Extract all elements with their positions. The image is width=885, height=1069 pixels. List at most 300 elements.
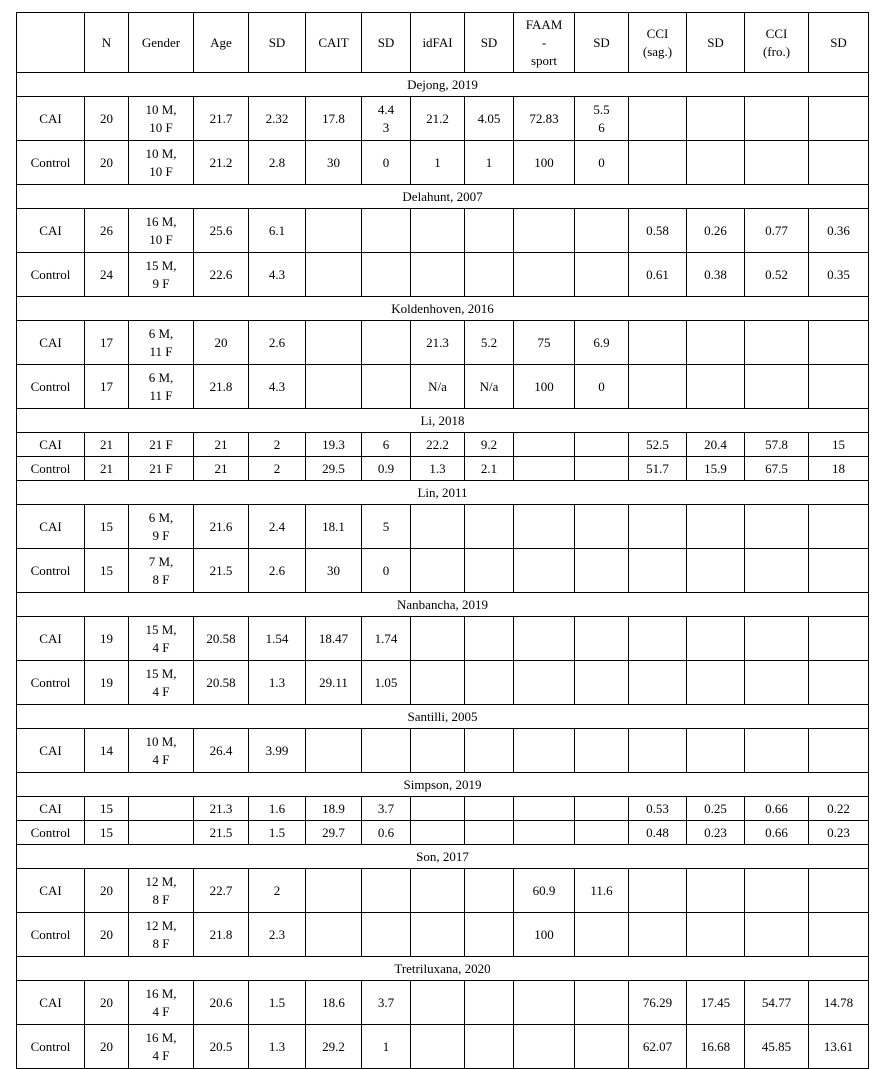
table-cell: 15 (85, 505, 129, 549)
row-label: CAI (17, 505, 85, 549)
table-cell: 76.29 (629, 981, 687, 1025)
table-cell: 21 (194, 433, 249, 457)
table-cell (514, 617, 575, 661)
table-cell: 0.77 (745, 209, 809, 253)
table-cell: 0.66 (745, 821, 809, 845)
table-cell (575, 913, 629, 957)
table-cell: 20.58 (194, 661, 249, 705)
header-cell: FAAM - sport (514, 13, 575, 73)
table-cell: 4.05 (465, 97, 514, 141)
table-row (17, 661, 869, 705)
study-title: Santilli, 2005 (17, 705, 869, 729)
table-cell (465, 505, 514, 549)
study-group-row (17, 185, 869, 209)
header-cell: SD (687, 13, 745, 73)
table-cell: 1.5 (249, 821, 306, 845)
table-cell: 6 M, 9 F (129, 505, 194, 549)
table-cell: 18.9 (306, 797, 362, 821)
table-cell: 1.54 (249, 617, 306, 661)
table-cell: 30 (306, 549, 362, 593)
table-cell: 3.7 (362, 981, 411, 1025)
table-cell (809, 661, 869, 705)
table-cell: 0.36 (809, 209, 869, 253)
table-cell: 25.6 (194, 209, 249, 253)
row-label: CAI (17, 321, 85, 365)
table-cell: 2.32 (249, 97, 306, 141)
table-cell: 17 (85, 321, 129, 365)
table-cell: 20 (85, 869, 129, 913)
table-row (17, 869, 869, 913)
study-title: Delahunt, 2007 (17, 185, 869, 209)
table-cell: 15.9 (687, 457, 745, 481)
study-title: Dejong, 2019 (17, 73, 869, 97)
table-cell (514, 1025, 575, 1069)
table-cell: 6.9 (575, 321, 629, 365)
table-row (17, 321, 869, 365)
table-cell (306, 253, 362, 297)
table-cell: 1 (465, 141, 514, 185)
table-cell (629, 97, 687, 141)
table-cell (514, 797, 575, 821)
table-cell (575, 549, 629, 593)
table-cell (809, 505, 869, 549)
table-cell: 20.6 (194, 981, 249, 1025)
table-cell (745, 141, 809, 185)
table-cell: 0.58 (629, 209, 687, 253)
table-cell (809, 913, 869, 957)
header-cell: Age (194, 13, 249, 73)
table-cell: 1.3 (249, 1025, 306, 1069)
table-cell: 30 (306, 141, 362, 185)
study-group-row (17, 481, 869, 505)
table-cell (809, 97, 869, 141)
table-cell: 10 M, 4 F (129, 729, 194, 773)
table-cell (629, 549, 687, 593)
table-cell: 21 F (129, 433, 194, 457)
table-cell: 4.3 (249, 365, 306, 409)
table-cell (745, 365, 809, 409)
study-title: Son, 2017 (17, 845, 869, 869)
table-cell: 21 F (129, 457, 194, 481)
table-cell (465, 209, 514, 253)
table-cell (362, 321, 411, 365)
table-body (17, 73, 869, 1069)
table-cell: 12 M, 8 F (129, 869, 194, 913)
table-row (17, 821, 869, 845)
table-cell: 2 (249, 433, 306, 457)
table-cell: 51.7 (629, 457, 687, 481)
table-cell: 22.2 (411, 433, 465, 457)
table-cell (465, 797, 514, 821)
table-cell: 2 (249, 869, 306, 913)
table-cell: 4.3 (249, 253, 306, 297)
table-cell (411, 797, 465, 821)
table-cell: 2 (249, 457, 306, 481)
table-cell (465, 1025, 514, 1069)
table-cell: 12 M, 8 F (129, 913, 194, 957)
table-cell: 2.3 (249, 913, 306, 957)
study-group-row (17, 845, 869, 869)
table-row (17, 549, 869, 593)
table-cell: 0.52 (745, 253, 809, 297)
table-cell: 29.11 (306, 661, 362, 705)
table-cell: 3.7 (362, 797, 411, 821)
table-cell: 52.5 (629, 433, 687, 457)
table-cell: 57.8 (745, 433, 809, 457)
table-cell: 6 M, 11 F (129, 365, 194, 409)
table-cell: 100 (514, 141, 575, 185)
table-cell (745, 321, 809, 365)
header-cell: CAIT (306, 13, 362, 73)
table-row (17, 365, 869, 409)
study-group-row (17, 705, 869, 729)
table-cell (411, 549, 465, 593)
table-cell: 4.4 3 (362, 97, 411, 141)
table-cell (687, 661, 745, 705)
table-cell (465, 869, 514, 913)
table-cell: 67.5 (745, 457, 809, 481)
row-label: Control (17, 253, 85, 297)
table-cell (465, 549, 514, 593)
table-cell: 20 (85, 97, 129, 141)
table-cell: 75 (514, 321, 575, 365)
study-group-row (17, 593, 869, 617)
table-cell: 2.4 (249, 505, 306, 549)
table-cell (465, 253, 514, 297)
table-cell (411, 913, 465, 957)
table-cell: 100 (514, 365, 575, 409)
table-cell (306, 869, 362, 913)
table-cell (411, 1025, 465, 1069)
study-group-row (17, 73, 869, 97)
table-cell (411, 505, 465, 549)
table-cell: 5 (362, 505, 411, 549)
table-cell (687, 729, 745, 773)
table-cell: 21.8 (194, 913, 249, 957)
table-cell: 0 (362, 141, 411, 185)
table-cell: 2.8 (249, 141, 306, 185)
study-title: Li, 2018 (17, 409, 869, 433)
row-label: CAI (17, 729, 85, 773)
table-cell: 20 (85, 1025, 129, 1069)
table-cell: 0.6 (362, 821, 411, 845)
table-cell (629, 321, 687, 365)
table-cell (411, 617, 465, 661)
table-cell (465, 821, 514, 845)
header-row (17, 13, 869, 73)
table-cell: 6 (362, 433, 411, 457)
table-cell: 21.5 (194, 821, 249, 845)
table-cell: 19.3 (306, 433, 362, 457)
table-cell: 0.61 (629, 253, 687, 297)
table-cell: 0.66 (745, 797, 809, 821)
table-cell (687, 141, 745, 185)
table-cell: 0.23 (809, 821, 869, 845)
table-cell: 0.38 (687, 253, 745, 297)
header-cell: CCI (sag.) (629, 13, 687, 73)
header-cell: N (85, 13, 129, 73)
table-cell: 10 M, 10 F (129, 97, 194, 141)
table-cell (629, 913, 687, 957)
table-cell (809, 729, 869, 773)
table-cell: 15 M, 9 F (129, 253, 194, 297)
row-label: CAI (17, 433, 85, 457)
table-cell (514, 253, 575, 297)
table-cell (306, 321, 362, 365)
table-cell (745, 505, 809, 549)
table-cell: 20.58 (194, 617, 249, 661)
table-cell (514, 433, 575, 457)
table-cell (687, 869, 745, 913)
header-cell: idFAI (411, 13, 465, 73)
table-cell: 21.2 (411, 97, 465, 141)
table-cell (465, 729, 514, 773)
study-characteristics-table (16, 12, 869, 1069)
table-cell (809, 617, 869, 661)
table-cell: 1.05 (362, 661, 411, 705)
table-cell (411, 869, 465, 913)
study-group-row (17, 409, 869, 433)
table-row (17, 457, 869, 481)
table-cell (306, 729, 362, 773)
study-title: Nanbancha, 2019 (17, 593, 869, 617)
table-cell: 1.5 (249, 981, 306, 1025)
table-cell: 5.5 6 (575, 97, 629, 141)
study-group-row (17, 957, 869, 981)
table-cell: 20.4 (687, 433, 745, 457)
table-cell: 15 (85, 797, 129, 821)
table-cell (809, 365, 869, 409)
table-cell (575, 617, 629, 661)
table-cell (745, 661, 809, 705)
table-cell: 21.5 (194, 549, 249, 593)
table-row (17, 913, 869, 957)
table-cell: 18.1 (306, 505, 362, 549)
table-cell (809, 549, 869, 593)
table-cell: 10 M, 10 F (129, 141, 194, 185)
header-cell: SD (575, 13, 629, 73)
table-cell (687, 549, 745, 593)
table-cell (411, 253, 465, 297)
study-title: Simpson, 2019 (17, 773, 869, 797)
table-cell (629, 869, 687, 913)
header-cell: SD (809, 13, 869, 73)
header-cell: CCI (fro.) (745, 13, 809, 73)
table-cell (809, 869, 869, 913)
table-cell: 1 (411, 141, 465, 185)
table-cell: 17.45 (687, 981, 745, 1025)
table-cell (687, 617, 745, 661)
table-cell (306, 913, 362, 957)
table-cell: 0.26 (687, 209, 745, 253)
table-cell: 1.3 (411, 457, 465, 481)
table-cell (745, 869, 809, 913)
table-cell (629, 365, 687, 409)
table-row (17, 141, 869, 185)
table-cell: 21 (194, 457, 249, 481)
table-cell: 18.47 (306, 617, 362, 661)
table-cell (575, 1025, 629, 1069)
table-cell: 100 (514, 913, 575, 957)
table-cell (129, 821, 194, 845)
table-cell (629, 661, 687, 705)
table-cell (362, 209, 411, 253)
table-row (17, 797, 869, 821)
table-cell (575, 797, 629, 821)
table-cell: 1.3 (249, 661, 306, 705)
table-cell: 29.5 (306, 457, 362, 481)
table-cell (629, 505, 687, 549)
table-cell: 20 (85, 141, 129, 185)
table-cell: 19 (85, 661, 129, 705)
table-cell (514, 209, 575, 253)
row-label: Control (17, 549, 85, 593)
row-label: CAI (17, 797, 85, 821)
table-cell (575, 729, 629, 773)
table-cell: 72.83 (514, 97, 575, 141)
study-title: Lin, 2011 (17, 481, 869, 505)
table-cell: 16 M, 4 F (129, 1025, 194, 1069)
row-label: CAI (17, 981, 85, 1025)
table-cell (362, 869, 411, 913)
study-title: Koldenhoven, 2016 (17, 297, 869, 321)
table-cell: 29.7 (306, 821, 362, 845)
table-cell: 22.6 (194, 253, 249, 297)
table-cell (362, 253, 411, 297)
table-cell: N/a (411, 365, 465, 409)
table-cell (629, 617, 687, 661)
study-group-row (17, 297, 869, 321)
table-cell (514, 729, 575, 773)
table-cell: 24 (85, 253, 129, 297)
table-cell (687, 97, 745, 141)
table-cell (575, 253, 629, 297)
table-cell: 18.6 (306, 981, 362, 1025)
row-label: Control (17, 365, 85, 409)
study-title: Tretriluxana, 2020 (17, 957, 869, 981)
table-cell (575, 981, 629, 1025)
header-cell: Gender (129, 13, 194, 73)
table-cell: 0.22 (809, 797, 869, 821)
table-cell: 21 (85, 457, 129, 481)
table-cell: 21.6 (194, 505, 249, 549)
table-cell (687, 365, 745, 409)
table-cell: 62.07 (629, 1025, 687, 1069)
table-cell: 21.7 (194, 97, 249, 141)
table-row (17, 433, 869, 457)
table-cell (465, 661, 514, 705)
table-cell (575, 821, 629, 845)
table-cell: 54.77 (745, 981, 809, 1025)
table-cell: 3.99 (249, 729, 306, 773)
row-label: Control (17, 141, 85, 185)
table-cell (514, 821, 575, 845)
table-cell: 20 (194, 321, 249, 365)
table-cell (411, 209, 465, 253)
table-cell (362, 365, 411, 409)
table-cell (687, 505, 745, 549)
table-cell (514, 981, 575, 1025)
table-cell: 2.6 (249, 321, 306, 365)
table-cell (306, 365, 362, 409)
table-cell: 19 (85, 617, 129, 661)
row-label: Control (17, 661, 85, 705)
table-cell: 14.78 (809, 981, 869, 1025)
header-cell: SD (465, 13, 514, 73)
header-cell: SD (362, 13, 411, 73)
table-cell: 0.35 (809, 253, 869, 297)
table-cell (362, 729, 411, 773)
table-cell (575, 505, 629, 549)
table-cell: 29.2 (306, 1025, 362, 1069)
study-group-row (17, 773, 869, 797)
table-cell (745, 617, 809, 661)
table-row (17, 729, 869, 773)
table-row (17, 981, 869, 1025)
row-label: Control (17, 1025, 85, 1069)
table-cell (411, 821, 465, 845)
table-cell: 16 M, 10 F (129, 209, 194, 253)
row-label: CAI (17, 869, 85, 913)
row-label: Control (17, 913, 85, 957)
table-cell: 13.61 (809, 1025, 869, 1069)
table-cell (745, 549, 809, 593)
table-cell: 15 (85, 821, 129, 845)
table-cell (745, 913, 809, 957)
table-row (17, 97, 869, 141)
table-cell: 6.1 (249, 209, 306, 253)
table-cell: 26.4 (194, 729, 249, 773)
table-cell: 16 M, 4 F (129, 981, 194, 1025)
table-cell: 0.9 (362, 457, 411, 481)
table-cell: 2.1 (465, 457, 514, 481)
row-label: Control (17, 457, 85, 481)
table-row (17, 505, 869, 549)
table-row (17, 617, 869, 661)
table-cell: 60.9 (514, 869, 575, 913)
table-cell: 1.74 (362, 617, 411, 661)
table-cell (306, 209, 362, 253)
table-cell: 5.2 (465, 321, 514, 365)
table-cell (575, 433, 629, 457)
table-cell (129, 797, 194, 821)
header-cell: SD (249, 13, 306, 73)
table-cell: 0.23 (687, 821, 745, 845)
table-cell: 1.6 (249, 797, 306, 821)
table-cell (514, 661, 575, 705)
table-cell: 0 (575, 365, 629, 409)
table-cell: 11.6 (575, 869, 629, 913)
table-cell (809, 141, 869, 185)
table-cell: 14 (85, 729, 129, 773)
table-cell (687, 913, 745, 957)
table-cell (411, 661, 465, 705)
table-cell: 16.68 (687, 1025, 745, 1069)
table-cell: 21.3 (411, 321, 465, 365)
table-cell (411, 981, 465, 1025)
table-cell (575, 457, 629, 481)
table-cell (514, 549, 575, 593)
table-cell (362, 913, 411, 957)
table-cell: 20 (85, 981, 129, 1025)
table-cell (745, 97, 809, 141)
table-cell: 6 M, 11 F (129, 321, 194, 365)
table-cell (629, 729, 687, 773)
table-cell: 45.85 (745, 1025, 809, 1069)
table-cell (575, 661, 629, 705)
table-cell: 22.7 (194, 869, 249, 913)
table-cell (465, 913, 514, 957)
